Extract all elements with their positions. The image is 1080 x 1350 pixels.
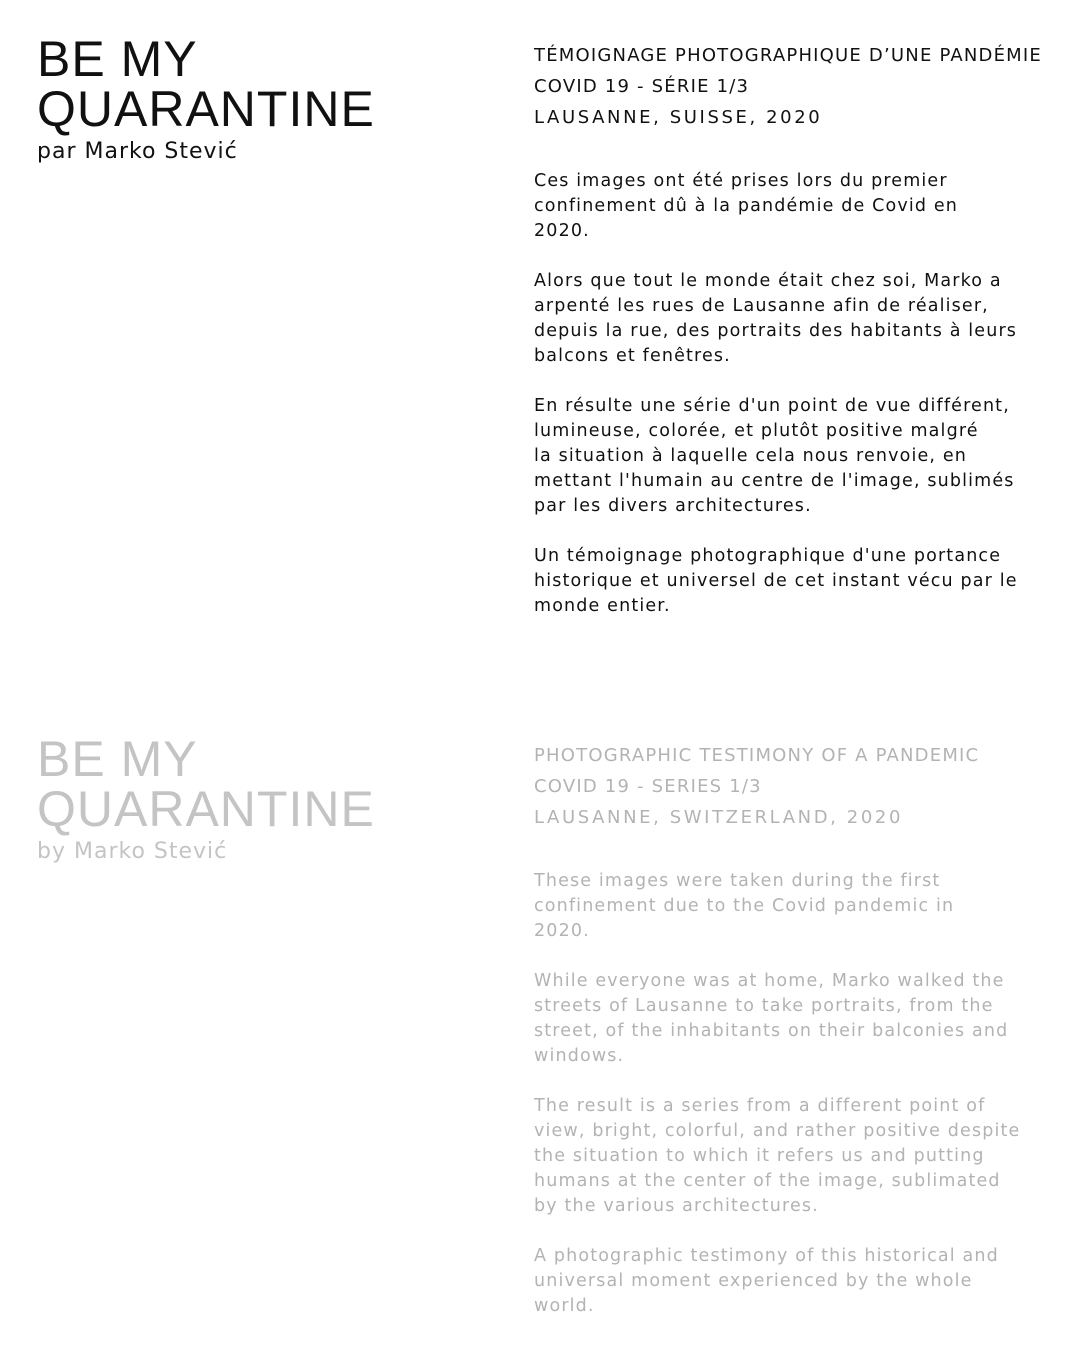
english-series: COVID 19 - SERIES 1/3	[534, 776, 762, 797]
french-paragraph-4: Un témoignage photographique d'une portance historique et universel de cet instant vécu par le monde entier.	[534, 546, 1018, 616]
french-info	[534, 40, 1054, 644]
english-description	[534, 869, 1054, 1319]
french-title-line-2: QUARANTINE	[37, 81, 375, 137]
english-subtitle: PHOTOGRAPHIC TESTIMONY OF A PANDEMIC	[534, 745, 980, 766]
english-paragraph-1: These images were taken during the first confinement due to the Covid pandemic in 2020.	[534, 871, 955, 941]
french-series: COVID 19 - SÉRIE 1/3	[534, 76, 750, 97]
english-title-line-1: BE MY	[37, 731, 198, 787]
french-byline: par Marko Stević	[37, 139, 238, 164]
english-title-line-2: QUARANTINE	[37, 781, 375, 837]
french-title-line-1: BE MY	[37, 31, 198, 87]
english-info	[534, 740, 1054, 1344]
french-paragraph-2: Alors que tout le monde était chez soi, Marko a arpenté les rues de Lausanne afin de réaliser, depuis la rue, des portraits des habitants à leurs balcons et fenêtres.	[534, 271, 1018, 366]
english-title-block	[37, 731, 375, 866]
french-paragraph-3: En résulte une série d'un point de vue différent, lumineuse, colorée, et plutôt positive malgré la situation à laquelle cela nous renvoie, en mettant l'humain au centre de l'image, sublimés par les divers architectures.	[534, 396, 1015, 516]
english-paragraph-3: The result is a series from a different point of view, bright, colorful, and rather positive despite the situation to which it refers us and putting humans at the center of the image, sublimated by the various architectures.	[534, 1096, 1021, 1216]
french-subtitle: TÉMOIGNAGE PHOTOGRAPHIQUE D’UNE PANDÉMIE	[534, 45, 1042, 66]
english-byline: by Marko Stević	[37, 839, 228, 864]
french-description	[534, 169, 1054, 619]
french-paragraph-1: Ces images ont été prises lors du premier confinement dû à la pandémie de Covid en 2020.	[534, 171, 958, 241]
french-location: LAUSANNE, SUISSE, 2020	[534, 107, 823, 128]
english-location: LAUSANNE, SWITZERLAND, 2020	[534, 807, 904, 828]
french-title-block	[37, 31, 375, 166]
english-paragraph-2: While everyone was at home, Marko walked the streets of Lausanne to take portraits, from the street, of the inhabitants on their balconies and windows.	[534, 971, 1009, 1066]
english-paragraph-4: A photographic testimony of this historical and universal moment experienced by the whole world.	[534, 1246, 999, 1316]
english-section	[0, 700, 1080, 1350]
